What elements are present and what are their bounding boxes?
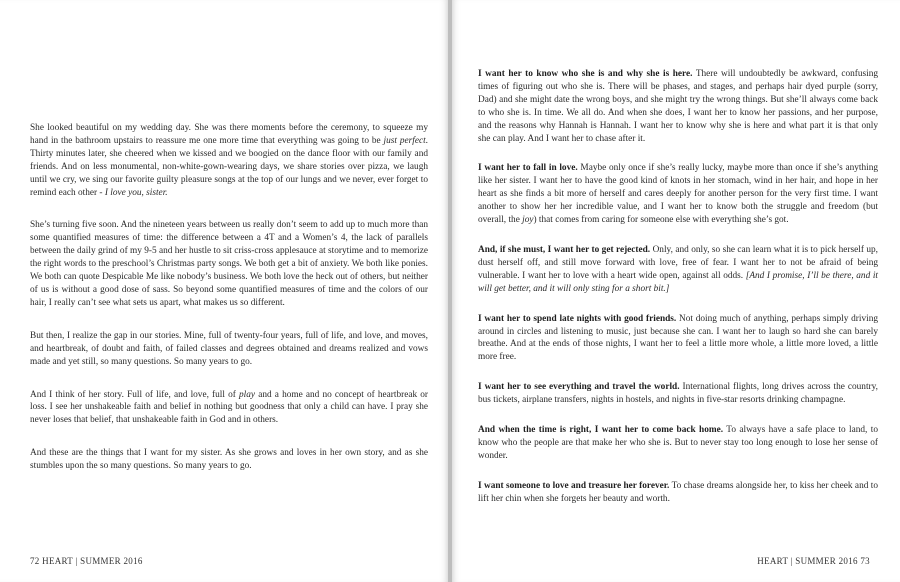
- paragraph-text: And I think of her story. Full of life, and love, full of: [30, 389, 240, 400]
- paragraph-text: But then, I realize the gap in our stories. Mine, full of twenty-four years, full of life, and love, and moves, and heartbreak, of doubt and faith, of failed classes and degrees obtained and dreams realized and vows made and yet still, so many questions. So many years to go.: [30, 330, 428, 367]
- paragraph-text: To chase dreams alongside her, to kiss her cheek and to lift her chin when she forgets her beauty and worth.: [478, 480, 878, 504]
- paragraph-text: Only, and only, so she can learn what it is to pick herself up, dust herself off, and still move forward with love, free of fear. I want her to not be afraid of being vulnerable. I want her to love with a heart wide open, against all odds.: [478, 244, 878, 281]
- body-paragraph: [30, 122, 428, 199]
- body-paragraph: [478, 424, 878, 463]
- left-page-folio: 72 HEART | SUMMER 2016: [30, 556, 143, 566]
- body-paragraph: [478, 162, 878, 227]
- italic-text: I love you, sister.: [104, 187, 168, 198]
- body-paragraph: [478, 313, 878, 365]
- paragraph-text: . Thirty minutes later, she cheered when we kissed and we boogied on the dance floor with our family and friends. And on less monumental, non-white-gown-wearing days, we share stories over pizza, we laugh until we cry, we sing our favorite guilty pleasure songs at the top of our lungs and we never, ever forget to remind each other -: [30, 135, 428, 198]
- paragraph-text: She’s turning five soon. And the nineteen years between us really don’t seem to add up to much more than some quantified measures of time: the difference between a 4T and a Women’s 4, the lack of parallels between the daily grind of my 9-5 and her hustle to sit criss-cross applesauce at storytime and to memorize the right words to the preschool’s Christmas party songs. We both get a bit of anxiety. We both like ponies. We both can quote Despicable Me like nobody’s business. We both love the heck out of others, but neither of us is without a good dose of sass. So beyond some quantified measures of time and the colors of our hair, I really can’t see what sets us apart, what makes us so different.: [30, 220, 428, 308]
- paragraph-text: She looked beautiful on my wedding day. She was there moments before the ceremony, to squeeze my hand in the bathroom upstairs to reassure me one more time that everything was going to be: [30, 123, 428, 146]
- paragraph-text: and a home and no concept of heartbreak or loss. I see her unshakeable faith and belief in nothing but goodness that only a child can have. I pray she never loses that belief, that unshakeable faith in God and in others.: [30, 389, 428, 426]
- paragraph-text: Not doing much of anything, perhaps simply driving around in circles and listening to music, just because she can. I want her to laugh so hard she can barely breathe. And at the ends of those nights, I want her to feel a little more whole, a little more loved, a little more free.: [478, 313, 878, 363]
- paragraph-text: ) that comes from caring for someone else with everything she’s got.: [533, 215, 789, 226]
- body-paragraph: [478, 68, 878, 145]
- paragraph-lead-in: And when the time is right, I want her to come back home.: [478, 425, 724, 436]
- body-paragraph: [30, 219, 428, 309]
- left-page-body: [30, 122, 428, 493]
- right-page-body: [478, 68, 878, 523]
- right-page: [452, 0, 900, 582]
- body-paragraph: [478, 480, 878, 506]
- body-paragraph: [30, 389, 428, 428]
- left-page: [0, 0, 448, 582]
- italic-text: joy: [522, 215, 534, 226]
- italic-text: play: [239, 389, 256, 400]
- italic-text: [And I promise, I’ll be there, and it will get better, and it will only sting for a short bit.]: [478, 270, 878, 294]
- body-paragraph: [30, 447, 428, 473]
- body-paragraph: [478, 381, 878, 407]
- paragraph-lead-in: I want her to spend late nights with good friends.: [478, 313, 677, 324]
- italic-text: just perfect: [383, 135, 426, 146]
- paragraph-text: International flights, long drives across the country, bus tickets, airplane transfers, nights in hostels, and nights in five-star resorts drinking champagne.: [478, 382, 879, 406]
- paragraph-lead-in: I want someone to love and treasure her forever.: [478, 480, 670, 491]
- paragraph-text: And these are the things that I want for my sister. As she grows and loves in her own story, and as she stumbles upon the so many questions. So many years to go.: [30, 448, 428, 472]
- paragraph-lead-in: And, if she must, I want her to get rejected.: [478, 244, 651, 255]
- body-paragraph: [478, 244, 878, 296]
- body-paragraph: [30, 330, 428, 369]
- paragraph-text: To always have a safe place to land, to know who the people are that make her who she is. But to never stay too long enough to lose her sense of wonder.: [478, 425, 878, 461]
- right-page-folio: HEART | SUMMER 2016 73: [757, 556, 870, 566]
- paragraph-lead-in: I want her to see everything and travel the world.: [478, 382, 680, 393]
- paragraph-lead-in: I want her to fall in love.: [478, 163, 578, 174]
- paragraph-text: Maybe only once if she’s really lucky, maybe more than once if she’s anything like her sister. I want her to have the good kind of knots in her stomach, wind in her hair, and hope in her heart as she finds a bit more of herself and cares deeply for another person for the very first time. I want another to show her her incredible value, and I want her to know both the struggle and freedom (but overall, the: [478, 163, 878, 226]
- paragraph-text: There will undoubtedly be awkward, confusing times of figuring out who she is. There will be phases, and stages, and perhaps hair dyed purple (sorry, Dad) and she might date the wrong boys, and she might try the wrong things. But she’ll always come back to who she is. In time. We all do. And when she does, I want her to know her passions, and her purpose, and the reasons why Hannah is Hannah. I want her to know why she is here and what part it is that only she can play. And I want her to chase after it.: [478, 69, 878, 144]
- paragraph-lead-in: I want her to know who she is and why she is here.: [478, 69, 693, 79]
